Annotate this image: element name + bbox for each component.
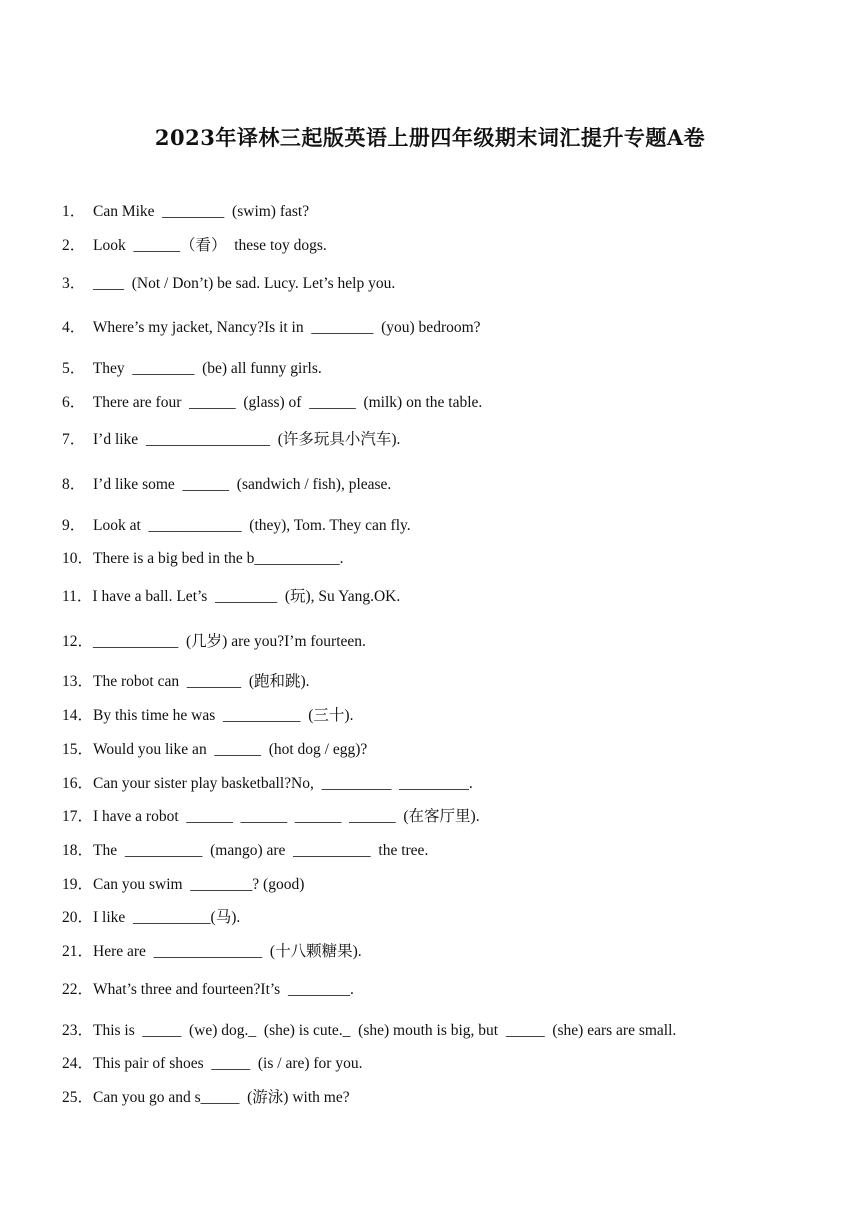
page-title: 2023年译林三起版英语上册四年级期末词汇提升专题A卷 [154, 125, 706, 150]
question-19: 19．Can you swim ________? (good) [62, 876, 305, 893]
question-12: 12．___________ (几岁) are you?I’m fourteen. [62, 633, 366, 650]
question-10: 10．There is a big bed in the b___________. [62, 550, 344, 567]
question-8: 8． I’d like some ______ (sandwich / fish), please. [62, 476, 392, 493]
question-15: 15．Would you like an ______ (hot dog / egg)? [62, 741, 368, 758]
question-2: 2． Look ______（看） these toy dogs. [62, 237, 327, 254]
question-24: 24．This pair of shoes _____ (is / are) for you. [62, 1055, 363, 1072]
question-7: 7． I’d like ________________ (许多玩具小汽车). [62, 431, 401, 448]
question-14: 14．By this time he was __________ (三十). [62, 707, 354, 724]
question-13: 13．The robot can _______ (跑和跳). [62, 673, 310, 690]
question-20: 20．I like __________(马). [62, 909, 241, 926]
question-17: 17．I have a robot ______ ______ ______ ______ (在客厅里). [62, 808, 480, 825]
question-25: 25．Can you go and s_____ (游泳) with me? [62, 1089, 350, 1106]
question-6: 6． There are four ______ (glass) of ______ (milk) on the table. [62, 394, 483, 411]
question-1: 1． Can Mike ________ (swim) fast? [62, 203, 310, 220]
question-3: 3． ____ (Not / Don’t) be sad. Lucy. Let’s help you. [62, 275, 396, 292]
question-11: 11．I have a ball. Let’s ________ (玩), Su Yang.OK. [62, 588, 401, 605]
question-4: 4． Where’s my jacket, Nancy?Is it in ________ (you) bedroom? [62, 319, 481, 336]
question-21: 21．Here are ______________ (十八颗糖果). [62, 943, 362, 960]
question-23: 23．This is _____ (we) dog._ (she) is cute._ (she) mouth is big, but _____ (she) ears are small. [62, 1022, 677, 1039]
question-5: 5． They ________ (be) all funny girls. [62, 360, 322, 377]
question-18: 18．The __________ (mango) are __________ the tree. [62, 842, 429, 859]
question-22: 22．What’s three and fourteen?It’s ________. [62, 981, 354, 998]
question-9: 9． Look at ____________ (they), Tom. They can fly. [62, 517, 411, 534]
question-16: 16．Can your sister play basketball?No, _________ _________. [62, 775, 473, 792]
